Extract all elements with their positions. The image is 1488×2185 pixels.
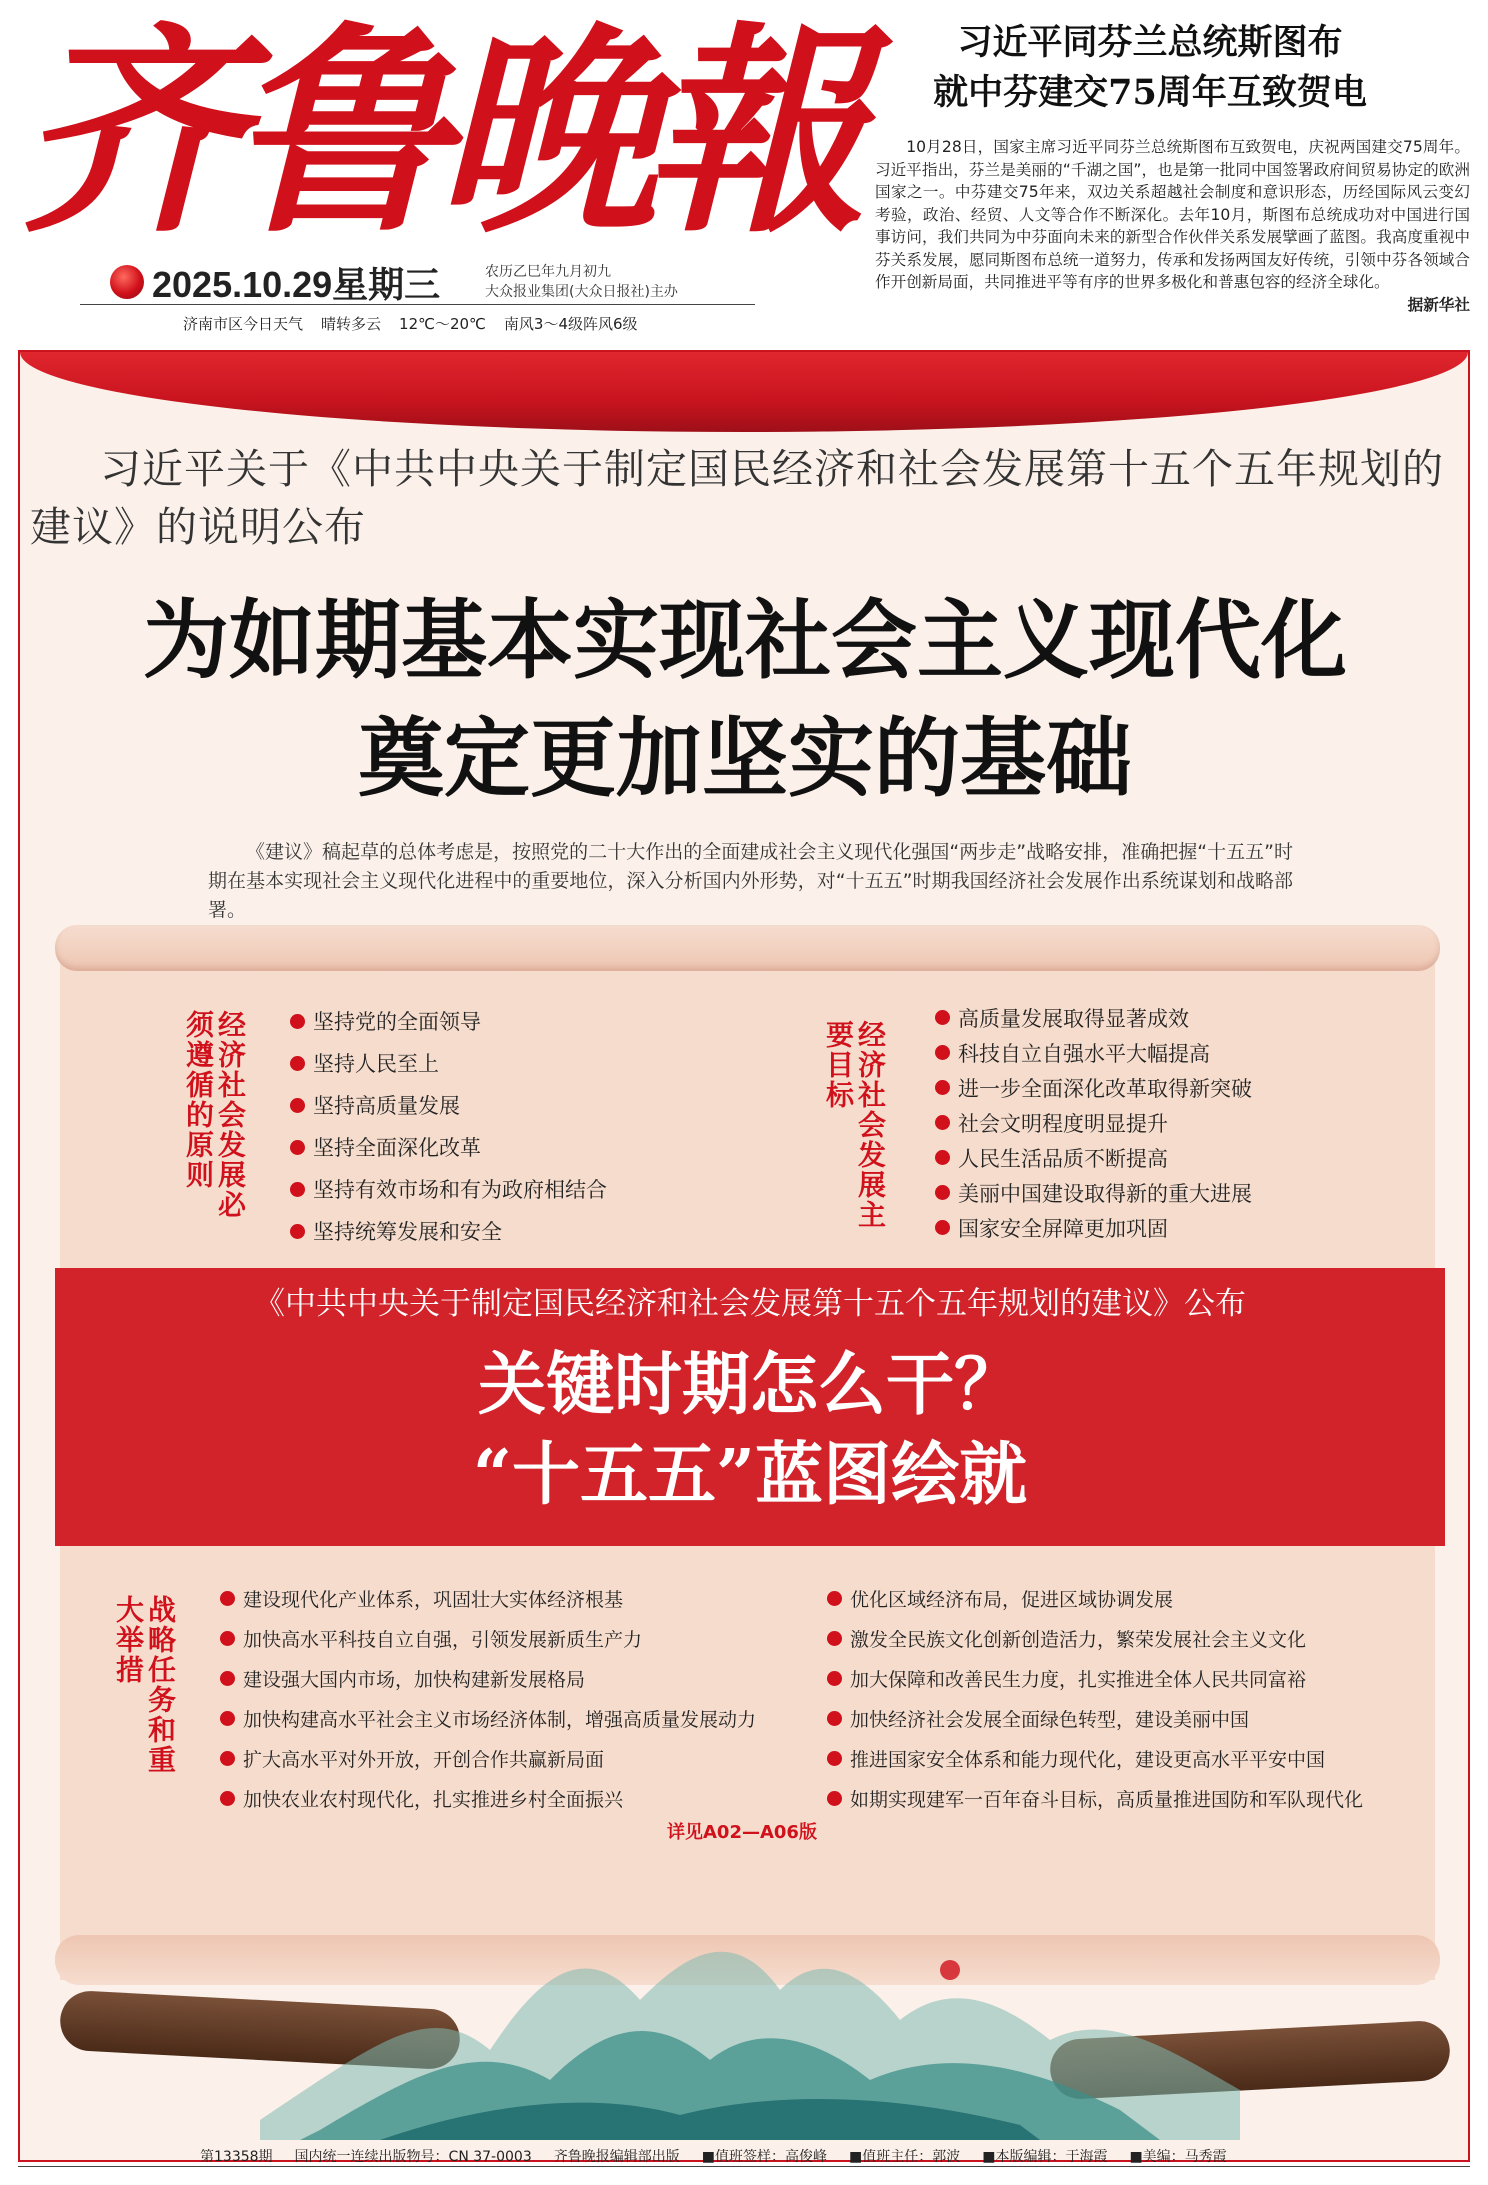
list-item: 高质量发展取得显著成效: [935, 1000, 1252, 1035]
list-item: 国家安全屏障更加巩固: [935, 1210, 1252, 1245]
lead-title-line1: 为如期基本实现社会主义现代化: [143, 590, 1347, 691]
list-item: 坚持人民至上: [290, 1042, 607, 1084]
goals-list: [935, 1000, 1252, 1245]
top-news-body: [875, 136, 1470, 316]
bullet-icon: [935, 1045, 950, 1060]
list-item: 坚持有效市场和有为政府相结合: [290, 1168, 607, 1210]
bullet-icon: [290, 1098, 305, 1113]
bullet-icon: [827, 1671, 842, 1686]
list-item: 坚持高质量发展: [290, 1084, 607, 1126]
bullet-icon: [935, 1220, 950, 1235]
tasks-list-right: [827, 1578, 1363, 1818]
lead-intro-text: 习近平关于《中共中央关于制定国民经济和社会发展第十五个五年规划的建议》的说明公布: [30, 445, 1444, 551]
bullet-icon: [935, 1185, 950, 1200]
list-item: 进一步全面深化改革取得新突破: [935, 1070, 1252, 1105]
principles-list: [290, 1000, 607, 1252]
list-item: 如期实现建军一百年奋斗目标，高质量推进国防和军队现代化: [827, 1778, 1363, 1818]
bullet-icon: [290, 1056, 305, 1071]
list-item: 社会文明程度明显提升: [935, 1105, 1252, 1140]
footer-issue: 第13358期: [200, 2149, 273, 2165]
footer-editor: ■本版编辑：于海霞: [982, 2149, 1108, 2165]
weather-location: 济南市区今日天气: [183, 315, 304, 333]
weather-row: [183, 313, 638, 334]
list-item: 加快高水平科技自立自强，引领发展新质生产力: [220, 1618, 756, 1658]
bullet-icon: [935, 1150, 950, 1165]
list-item: 加快构建高水平社会主义市场经济体制，增强高质量发展动力: [220, 1698, 756, 1738]
footer-duty-director: ■值班主任：郭波: [848, 2149, 961, 2165]
weather-temperature: 12℃～20℃: [399, 315, 486, 333]
footer: [200, 2146, 1227, 2166]
list-item: 人民生活品质不断提高: [935, 1140, 1252, 1175]
top-news-text: 10月28日，国家主席习近平同芬兰总统斯图布互致贺电，庆祝两国建交75周年。习近平指出，芬兰是美丽的“千湖之国”，也是第一批同中国签署政府间贸易协定的欧洲国家之一。中芬建交75年来，双边关系超越社会制度和意识形态，历经国际风云变幻考验，政治、经贸、人文等合作不断深化。去年10月，斯图布总统成功对中国进行国事访问，我们共同为中芬面向未来的新型合作伙伴关系发展擘画了蓝图。我高度重视中芬关系发展，愿同斯图布总统一道努力，传承和发扬两国友好传统，引领中芬各领域合作开创新局面，共同推进平等有序的世界多极化和普惠包容的经济全球化。: [875, 138, 1470, 291]
weather-wind: 南风3～4级阵风6级: [503, 315, 638, 333]
lead-title[interactable]: [30, 582, 1460, 818]
bullet-icon: [290, 1182, 305, 1197]
list-item: 建设强大国内市场，加快构建新发展格局: [220, 1658, 756, 1698]
goals-label: 经济社会发展主要目标: [822, 1020, 887, 1230]
date-row: [110, 262, 441, 305]
bullet-icon: [220, 1791, 235, 1806]
list-item: 加快农业农村现代化，扎实推进乡村全面振兴: [220, 1778, 756, 1818]
plan-banner-title-line1: 关键时期怎么干？: [477, 1345, 1022, 1425]
principles-label: 经济社会发展必须遵循的原则: [182, 1010, 247, 1220]
tasks-list-left: [220, 1578, 756, 1818]
tasks-label: 战略任务和重大举措: [112, 1595, 177, 1775]
publisher: 大众报业集团(大众日报社)主办: [485, 284, 678, 300]
lead-intro: [30, 440, 1460, 556]
list-item: 建设现代化产业体系，巩固壮大实体经济根基: [220, 1578, 756, 1618]
masthead-divider: [80, 304, 755, 305]
top-news-source: 据新华社: [1407, 295, 1470, 314]
bullet-icon: [935, 1080, 950, 1095]
bullet-icon: [220, 1671, 235, 1686]
logo-dot-icon: [110, 265, 144, 299]
bullet-icon: [290, 1224, 305, 1239]
bullet-icon: [290, 1140, 305, 1155]
footer-art: ■美编：马秀霞: [1129, 2149, 1227, 2165]
lead-summary: 《建议》稿起草的总体考虑是，按照党的二十大作出的全面建成社会主义现代化强国“两步走”战略安排，准确把握“十五五”时期在基本实现社会主义现代化进程中的重要地位，深入分析国内外形势，对“十五五”时期我国经济社会发展作出系统谋划和战略部署。: [208, 841, 1293, 921]
list-item: 美丽中国建设取得新的重大进展: [935, 1175, 1252, 1210]
footer-duty-signer: ■值班签样：高俊峰: [701, 2149, 827, 2165]
bullet-icon: [827, 1631, 842, 1646]
list-item: 扩大高水平对外开放，开创合作共赢新局面: [220, 1738, 756, 1778]
list-item: 加快经济社会发展全面绿色转型，建设美丽中国: [827, 1698, 1363, 1738]
bullet-icon: [220, 1631, 235, 1646]
weather-condition: 晴转多云: [321, 315, 382, 333]
footer-cn-number: 国内统一连续出版物号：CN 37-0003: [294, 2149, 532, 2165]
bullet-icon: [827, 1791, 842, 1806]
scroll-top-curl: [55, 925, 1440, 971]
footer-divider: [18, 2166, 1470, 2167]
plan-banner-subtitle: 《中共中央关于制定国民经济和社会发展第十五个五年规划的建议》公布: [254, 1286, 1246, 1322]
top-news-headline-line1: 习近平同芬兰总统斯图布: [957, 22, 1343, 63]
list-item: 坚持党的全面领导: [290, 1000, 607, 1042]
list-item: 推进国家安全体系和能力现代化，建设更高水平平安中国: [827, 1738, 1363, 1778]
list-item: 坚持统筹发展和安全: [290, 1210, 607, 1252]
bullet-icon: [935, 1115, 950, 1130]
list-item: 激发全民族文化创新创造活力，繁荣发展社会主义文化: [827, 1618, 1363, 1658]
footer-dept: 齐鲁晚报编辑部出版: [553, 2149, 680, 2165]
see-pages-link[interactable]: 详见A02—A06版: [667, 1822, 817, 1843]
top-news-headline[interactable]: [850, 18, 1450, 118]
bullet-icon: [935, 1010, 950, 1025]
lead-title-line2: 奠定更加坚实的基础: [358, 708, 1132, 809]
plan-banner-title[interactable]: [55, 1340, 1445, 1520]
bullet-icon: [827, 1751, 842, 1766]
list-item: 加大保障和改善民生力度，扎实推进全体人民共同富裕: [827, 1658, 1363, 1698]
bullet-icon: [220, 1751, 235, 1766]
list-item: 优化区域经济布局，促进区域协调发展: [827, 1578, 1363, 1618]
landscape-illustration: [260, 1890, 1240, 2140]
bullet-icon: [290, 1014, 305, 1029]
masthead-logo: 齐鲁晚報: [20, 3, 852, 263]
issue-date: 2025.10.29星期三: [152, 263, 441, 305]
lunar-block: [485, 262, 678, 302]
list-item: 坚持全面深化改革: [290, 1126, 607, 1168]
bullet-icon: [827, 1711, 842, 1726]
bullet-icon: [220, 1711, 235, 1726]
plan-banner-title-line2: “十五五”蓝图绘就: [472, 1435, 1028, 1515]
bullet-icon: [220, 1591, 235, 1606]
list-item: 科技自立自强水平大幅提高: [935, 1035, 1252, 1070]
bullet-icon: [827, 1591, 842, 1606]
lunar-date: 农历乙巳年九月初九: [485, 264, 611, 280]
top-news-headline-line2: 就中芬建交75周年互致贺电: [933, 72, 1367, 113]
